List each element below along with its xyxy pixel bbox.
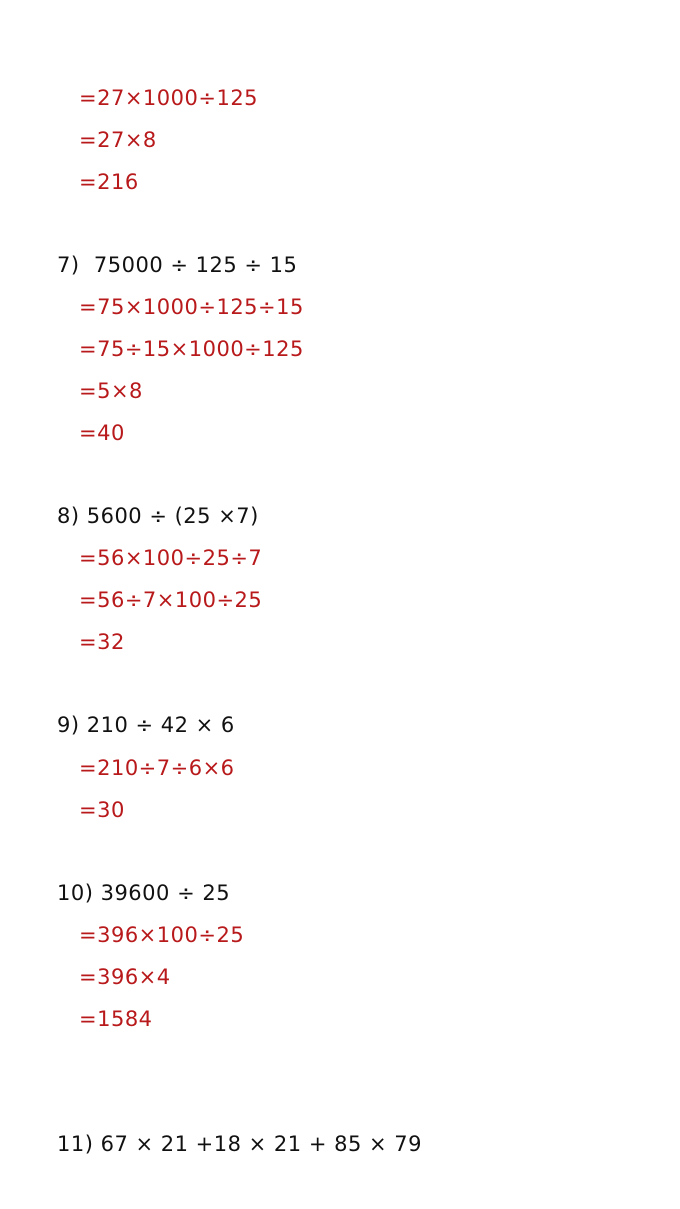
solution-step: =210÷7÷6×6 (79, 756, 235, 780)
solution-step: =396×4 (79, 965, 171, 989)
solution-step: =75÷15×1000÷125 (79, 337, 304, 361)
solution-step: =32 (79, 630, 125, 654)
solution-step: =27×8 (79, 128, 157, 152)
problem-statement: 10) 39600 ÷ 25 (57, 881, 231, 905)
solution-step: =30 (79, 798, 125, 822)
solution-step: =5×8 (79, 379, 143, 403)
solution-step: =56×100÷25÷7 (79, 546, 263, 570)
solution-step: =396×100÷25 (79, 923, 245, 947)
solution-step: =40 (79, 421, 125, 445)
solution-step: =1584 (79, 1007, 153, 1031)
solution-step: =216 (79, 170, 139, 194)
problem-statement: 8) 5600 ÷ (25 ×7) (57, 504, 259, 528)
solution-step: =56÷7×100÷25 (79, 588, 263, 612)
problem-statement: 9) 210 ÷ 42 × 6 (57, 713, 235, 737)
problem-statement: 11) 67 × 21 +18 × 21 + 85 × 79 (57, 1132, 422, 1156)
problem-statement: 7) 75000 ÷ 125 ÷ 15 (57, 253, 298, 277)
solution-step: =27×1000÷125 (79, 86, 259, 110)
solution-step: =75×1000÷125÷15 (79, 295, 304, 319)
